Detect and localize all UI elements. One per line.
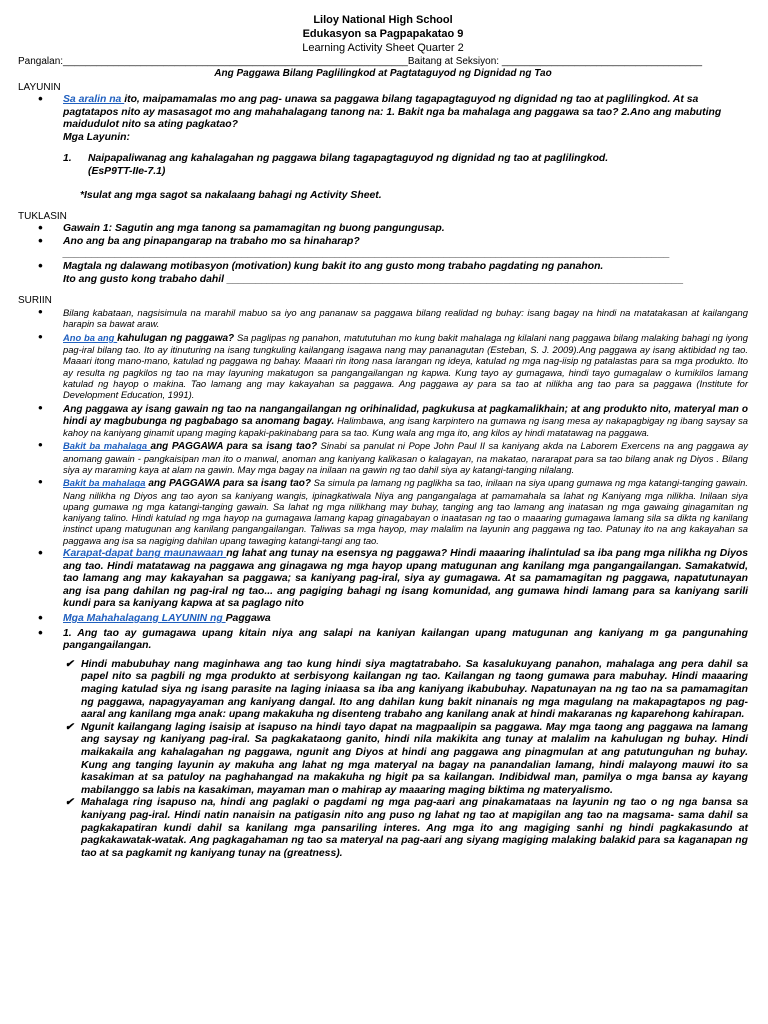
check-icon: ✔ — [65, 721, 74, 733]
para-6-text: ng lahat ang tunay na esensya ng paggawa? Hindi maaaring ihalintulad sa iba pang mga nilikha ng Diyos ang tao. Hindi matatawag na paggawa ang ginagawa ng mga hayop upang matugunan ang kanilang mga pangangailangan. Samakatwid, tao lamang ang may kakayahan sa paggawa; sa kaniyang pag-iral, siya ay gumagawa. At sa pamamagitan ng paggawa, napatutunayan ang isa pang dahilan ng pag-iral ng tao... ang pagiging bahagi ng isang komunidad, ang gumawa hindi lamang para sa kaniyang sarili kundi para sa kaniyang kapwa at sa paglago nito — [63, 548, 748, 610]
para-4-text: Sinabi sa panulat ni Pope John Paul II sa kaniyang akda na Laborem Exercens na ang paggawa ay anomang gawain - pangkaisipan man ito o manwal, anoman ang kaniyang kalikasan o kalagayan, na makatao, nararapat para sa tao bilang anak ng Diyos . Bilang siya ay maraming kaya at alam na gawin. May mga bagay na inilaan na gawin ng tao dahil siya ay katangi-tanging nilalang. — [63, 440, 748, 475]
mga-layunin-label: Mga Layunin: — [63, 131, 130, 143]
objective-item — [18, 153, 748, 178]
tuklasin-item-2: • Ano ang ba ang pinapangarap na trabaho mo sa hinaharap? — [18, 236, 748, 249]
check-item-2 — [63, 722, 748, 798]
check-2-text: Ngunit kailangang laging isaisip at isapuso na hindi tayo dapat na magpaalipin sa paggawa. May mga taong ang paggawa na lamang ang saysay ng kaniyang pag-iral. Sa pagkakataong ganito, hindi nila makikita ang tunay at malalim na kahulugan ng buhay. Hindi maikakaila ang kahalagahan ng paggawa, ngunit ang Diyos at hindi ang paggawa ang pinagmulan at ang patutunguhan ng buhay. Kung ang tanging layunin ay makuha ang lahat ng mga materyal na bagay na panandalian lamang, hindi malayong mauwi ito sa kasakiman at sa patuloy na paghahangad na makakuha ng higit pa sa kailangan. Indibidwal man, pamilya o mga bansa ay kayang mabilanggo sa labis na kasakiman, mayaman man o mahirap ay maaaring maging biktima ng materyalismo. — [81, 721, 748, 796]
layunin-ng-link[interactable]: Mga Mahahalagang LAYUNIN ng — [63, 613, 226, 625]
suriin-para-2 — [18, 332, 748, 401]
grade-blank[interactable]: ____________________________________ — [501, 56, 703, 67]
check-icon: ✔ — [65, 797, 74, 809]
aralin-link[interactable]: Sa aralin na — [63, 94, 125, 105]
suriin-para-4 — [18, 440, 748, 475]
check-1-text: Hindi mabubuhay nang maginhawa ang tao kung hindi siya magtatrabaho. Sa kasalukuyang panahon, mahalaga ang pera dahil sa papel nito sa pagbili ng mga produkto at serbisyong kailangan ng tao. Kailangan ng taong gumawa para mabuhay. Hindi maaaring maging katulad siya ng isang parasite na laging iniaasa sa iba ang kaniyang ikabubuhay. Napatunayan na ng tao na sa pamamagitan ng paggawa, napagyayaman ang kaniyang dangal. Ito ang dahilan kung bakit ninanais ng mga magulang na makapagtapos ng pag- aaral ang kanilang mga anak: upang makakuha ng disenteng trabaho ang kanilang anak at hindi makaranas ng kaparehong kahirapan. — [81, 658, 748, 721]
suriin-para-1: • Bilang kabataan, nagsisimula na marahil mabuo sa iyo ang pananaw sa paggawa bilang realidad ng buhay: isang bagay na hindi na matatakasan at kailangang harapin sa bawat araw. — [18, 307, 748, 330]
answer-line-2 — [18, 274, 748, 287]
section-title-layunin: LAYUNIN — [18, 82, 61, 93]
subject-name: Edukasyon sa Pagpapakatao 9 — [302, 28, 464, 40]
check-icon: ✔ — [65, 658, 74, 670]
check-item-1 — [63, 659, 748, 722]
ano-ba-ang-link[interactable]: Ano ba ang — [63, 331, 118, 343]
section-title-tuklasin: TUKLASIN — [18, 211, 67, 223]
intro-text: ito, maipamamalas mo ang pag- unawa sa paggawa bilang tagapagtaguyod ng dignidad ng tao at paglilingkod. At sa pagtatapos nito ay masasagot mo ang mahahalagang tanong na: 1. Bakit nga ba mahalaga ang paggawa sa tao? 2.Ano ang mabuting maidudulot nito sa ating pagkatao? — [63, 94, 722, 131]
check-list — [18, 659, 748, 861]
para-5-heading: ang PAGGAWA para sa isang tao? — [145, 478, 311, 490]
para-3-heading: Ang paggawa ay isang gawain ng tao na nangangailangan ng orihinalidad, pagkukusa at pagkamalikhain; at ang produkto nito, materyal man o hindi ay magbubunga ng pagbabago sa anomang bagay. — [63, 403, 748, 427]
para-4-heading: ang PAGGAWA para sa isang tao? — [150, 441, 318, 453]
bakit-ba-link-2[interactable]: Bakit ba mahalaga — [63, 477, 146, 489]
answer-note: *Isulat ang mga sagot sa nakalaang bahagi ng Activity Sheet. — [80, 189, 382, 201]
tuklasin-list — [18, 223, 748, 248]
check-item-3 — [63, 797, 748, 860]
name-blank[interactable]: ______________________________________________________________ — [63, 56, 408, 67]
lesson-topic: Ang Paggawa Bilang Paglilingkod at Pagtataguyod ng Dignidad ng Tao — [214, 68, 552, 79]
para-5-text: Sa simula pa lamang ng paglikha sa tao, inilaan na siya upang gumawa ng mga katangi-tanging gawain. Nang nilikha ng Diyos ang tao ayon sa kaniyang wangis, ipinagkatiwala Niya ang pangangalaga at pamamahala sa lahat ng Kaniyang mga nilikha. Inilaan siya upang gumawa ng mga katangi-tanging gawain. Sa lahat ng mga nilikhang may buhay, tanging ang tao lamang ang inatasan ng mga gawaing ginagamitan ng kaniyang talino. Hindi katulad ng mga hayop na gumagawa lamang kapag ginagabayan o inaatasan ng tao o maaaring gumagawa lamang sila sa dikta ng kanilang instinct upang matugunan ang kanilang pangangailangan. Taliwas sa mga hayop, may malalim na layunin ang paggawa ng tao. Patunay ito na ang kakayahan sa paggawa ang isa sa nagiging dahilan upang tawaging katangi-tangi ang tao. — [63, 477, 748, 546]
school-name: Liloy National High School — [313, 14, 453, 26]
objective-text: Naipapaliwanag ang kahalagahan ng paggawa bilang tagapagtaguyod ng dignidad ng tao at paglilingkod. — [88, 153, 609, 165]
tuklasin-list-2 — [18, 261, 748, 274]
objective-code: (EsP9TT-IIe-7.1) — [88, 165, 166, 177]
objective-number: 1. — [63, 153, 72, 165]
layunin-intro — [18, 94, 748, 132]
name-grade-line — [18, 55, 748, 68]
suriin-para-8: • 1. Ang tao ay gumagawa upang kitain niya ang salapi na kaniyan kailangan upang matugunan ang kaniyang m ga pangunahing pangangailangan. — [18, 628, 748, 653]
layunin-list — [18, 94, 748, 132]
section-title-suriin: SURIIN — [18, 295, 52, 307]
answer-prompt: Ito ang gusto kong trabaho dahil — [63, 273, 225, 285]
para-3-text: Halimbawa, ang isang karpintero na gumawa ng isang mesa ay nakapagbigay ng ibang saysay sa kahoy na kaniyang ginamit upang maging kapaki-pakinabang para sa tao. Kung wala ang mga ito, ang kilos ay hindi matatawag na paggawa. — [63, 414, 748, 439]
header — [18, 13, 748, 55]
karapat-dapat-link[interactable]: Karapat-dapat bang maunawaan — [63, 548, 227, 560]
suriin-para-6 — [18, 548, 748, 611]
tuklasin-item-1: • Gawain 1: Sagutin ang mga tanong sa pamamagitan ng buong pangungusap. — [18, 223, 748, 236]
para-2-heading: kahulugan ng paggawa? — [117, 332, 235, 344]
answer-line-1[interactable]: _________________________________________________________________________________________________________ — [63, 248, 670, 260]
suriin-para-5 — [18, 477, 748, 546]
bakit-ba-link-1[interactable]: Bakit ba mahalaga — [63, 440, 151, 452]
suriin-para-3 — [18, 403, 748, 439]
sheet-title: Learning Activity Sheet Quarter 2 — [302, 42, 464, 54]
grade-label: Baitang at Seksiyon: — [407, 56, 500, 67]
suriin-para-7 — [18, 613, 748, 626]
answer-blank[interactable]: _______________________________________________________________________________ — [226, 273, 684, 285]
name-label: Pangalan: — [18, 56, 64, 67]
tuklasin-item-3: • Magtala ng dalawang motibasyon (motivation) kung bakit ito ang gusto mong trabaho pagdating ng panahon. — [18, 261, 748, 274]
check-3-text: Mahalaga ring isapuso na, hindi ang paglaki o pagdami ng mga pag-aari ang pinakamataas na layunin ng tao o ng nga bansa sa kaniyang pag-iral. Hindi natin nanaisin na patigasin nito ang puso ng lahat ng tao at mapigilan ang tao na magsama- sama dahil sa pagkakapatiran kundi dahil sa kanilang mga pansariling interes. Ang mga ito ang magiging sanhi ng hindi pagkakasundo at pagkakawatak-watak. Ang pagkagahaman ng tao sa materyal na pag-aari ang siyang magiging malaking balakid para sa kaganapan ng tao at sa pagkamit ng kaniyang tunay na (greatness). — [81, 797, 748, 859]
para-7-text: Paggawa — [225, 613, 271, 625]
para-2-text: Sa paglipas ng panahon, matututuhan mo kung bakit mahalaga ng kilalani nang paggawa bilang malaking bahagi ng iyong pag-iral bilang tao. Ito ay itinuturing na isang tungkuling kailangang isagawa nang may pananagutan (Esteban, S. J. 2009).Ang paggawa ay isang aktibidad ng tao. Maaari itong mano-mano, katulad ng paggawa ng bahay. Maaari rin itong nasa larangan ng ideya, katulad ng mga nag-iisip ng patalastas para sa mga produkto. Ito ay resulta ng pagkilos ng tao na may layuning makatugon sa pangangailangan ng kapwa. Kung tayo ay gumagawa, hindi tayo gumagalaw o kumikilos lamang katulad ng hayop o makina. Tao lamang ang may kakayahan sa paggawa. Ang paggawa ay para sa tao at nilikha ang tao para sa paggawa (Institute for Development Education, 1991). — [63, 331, 748, 401]
suriin-list — [18, 307, 748, 653]
